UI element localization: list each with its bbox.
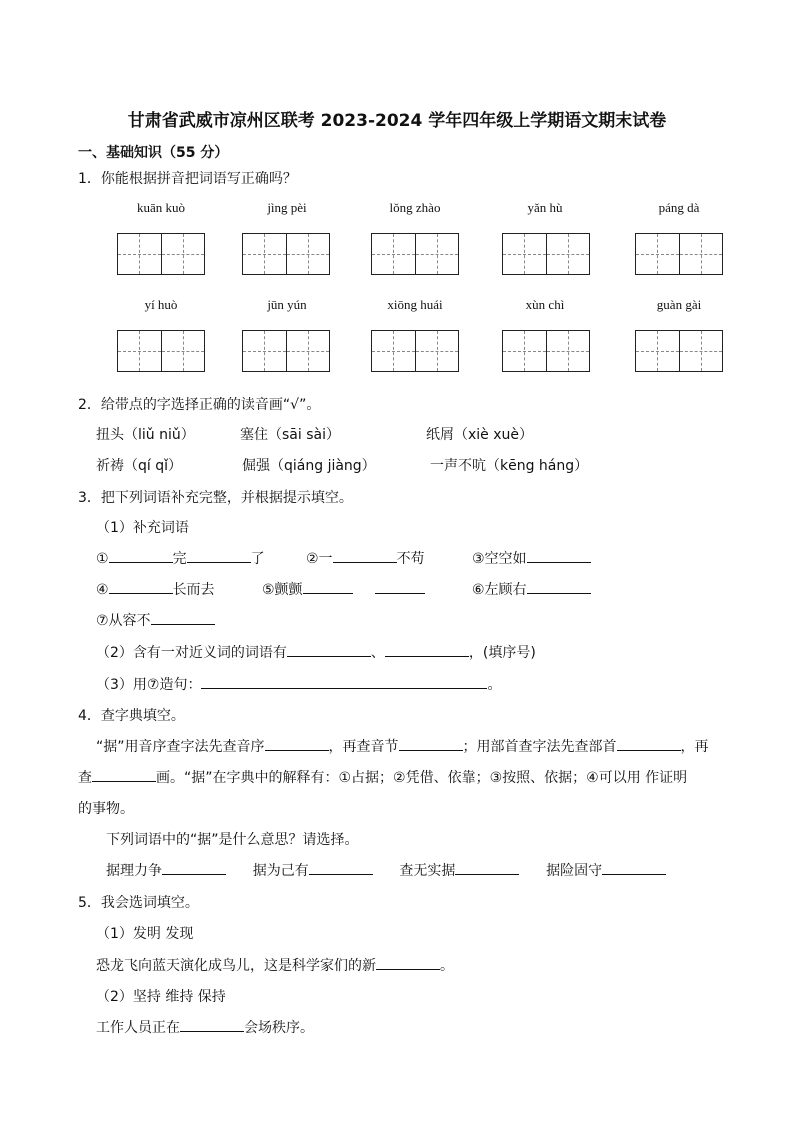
paragraph-line: [78, 767, 687, 787]
idiom-item-7: [96, 610, 215, 630]
idiom-text: ③空空如: [472, 551, 527, 567]
pinyin-label: guàn gài: [656, 297, 702, 312]
writing-grid[interactable]: [117, 330, 205, 372]
answer-blank[interactable]: [92, 767, 156, 782]
subquestion-3: [96, 674, 501, 694]
subquestion-text: 。: [487, 677, 502, 693]
section-heading: 一、基础知识（55 分）: [78, 145, 229, 161]
subquestion-text: （2）含有一对近义词的词语有: [96, 645, 287, 661]
pinyin-label: xùn chì: [525, 297, 565, 312]
pronunciation-choice[interactable]: 纸屑（xiè xuè）: [426, 427, 534, 443]
sentence-line: [96, 1017, 314, 1037]
question-5-stem: 5．我会选词填空。: [78, 895, 199, 911]
answer-blank[interactable]: [375, 579, 425, 594]
pinyin-label: kuān kuò: [136, 200, 186, 215]
answer-blank[interactable]: [376, 955, 440, 970]
writing-grid[interactable]: [635, 330, 723, 372]
idiom-item-5: [262, 579, 425, 599]
answer-blank[interactable]: [527, 548, 591, 563]
answer-blank[interactable]: [303, 579, 353, 594]
paragraph-text: ，再: [680, 739, 709, 755]
answer-blank[interactable]: [201, 674, 487, 689]
answer-blank[interactable]: [399, 736, 463, 751]
paragraph-text: 的事物。: [78, 801, 134, 817]
answer-blank[interactable]: [455, 860, 519, 875]
idiom-text: 长而去: [172, 582, 215, 598]
pinyin-label: jūn yún: [267, 297, 307, 312]
paragraph-text: “据”用音序查字法先查音序: [96, 739, 265, 755]
answer-blank[interactable]: [287, 642, 371, 657]
pinyin-label: páng dà: [658, 200, 700, 215]
pinyin-label: lǒng zhào: [389, 200, 441, 215]
subquestion-label: （2）坚持 维持 保持: [96, 989, 226, 1005]
idiom-item-6: [472, 579, 591, 599]
answer-blank[interactable]: [527, 579, 591, 594]
pronunciation-choice[interactable]: 塞住（sāi sài）: [240, 427, 340, 443]
answer-blank[interactable]: [109, 579, 173, 594]
idiom-text: ①: [96, 551, 109, 567]
answer-blank[interactable]: [109, 548, 173, 563]
pinyin-label: jìng pèi: [267, 200, 307, 215]
answer-blank[interactable]: [602, 860, 666, 875]
sentence-line: [96, 955, 454, 975]
answer-blank[interactable]: [309, 860, 373, 875]
paragraph-line: [96, 736, 709, 756]
word-choice-row: [106, 860, 666, 880]
writing-grid[interactable]: [502, 330, 590, 372]
pronunciation-choice[interactable]: 倔强（qiáng jiàng）: [242, 458, 376, 474]
pinyin-label: yǎn hù: [527, 200, 563, 215]
answer-blank[interactable]: [617, 736, 681, 751]
sentence-text: 。: [440, 958, 454, 974]
answer-blank[interactable]: [162, 860, 226, 875]
writing-grid[interactable]: [242, 233, 330, 275]
question-1-stem: 1．你能根据拼音把词语写正确吗？: [78, 171, 297, 187]
paragraph-text: 查: [78, 770, 92, 786]
idiom-item-4: [96, 579, 215, 599]
pinyin-label: xiōng huái: [387, 297, 443, 312]
answer-blank[interactable]: [187, 548, 251, 563]
subquestion-label: （1）发明 发现: [96, 926, 194, 942]
subquestion-text: 、: [370, 645, 385, 661]
idiom-text: 完: [172, 551, 187, 567]
idiom-text: 了: [250, 551, 265, 567]
answer-blank[interactable]: [151, 610, 215, 625]
pinyin-label: yí huò: [144, 297, 178, 312]
idiom-text: ⑤颤颤: [262, 582, 303, 598]
answer-blank[interactable]: [265, 736, 329, 751]
idiom-text: ④: [96, 582, 109, 598]
subquestion-text: ，(填序号): [468, 645, 536, 661]
answer-blank[interactable]: [333, 548, 397, 563]
writing-grid[interactable]: [635, 233, 723, 275]
question-4-stem: 4．查字典填空。: [78, 708, 185, 724]
word-text: 据为己有: [252, 863, 309, 879]
sentence-text: 恐龙飞向蓝天演化成鸟儿，这是科学家们的新: [96, 958, 376, 974]
subquestion-text: （3）用⑦造句：: [96, 677, 202, 693]
subquestion-label: （1）补充词语: [96, 520, 189, 536]
idiom-text: ②一: [306, 551, 333, 567]
idiom-item-3: [472, 548, 591, 568]
idiom-item-2: [306, 548, 425, 568]
word-text: 查无实据: [399, 863, 456, 879]
sentence-text: 工作人员正在: [96, 1020, 180, 1036]
word-text: 据险固守: [546, 863, 603, 879]
paragraph-text: 下列词语中的“据”是什么意思？请选择。: [106, 832, 359, 848]
question-2-stem: 2．给带点的字选择正确的读音画“√”。: [78, 397, 321, 413]
pronunciation-choice[interactable]: 扭头（liǔ niǔ）: [96, 427, 195, 443]
word-text: 据理力争: [106, 863, 162, 879]
writing-grid[interactable]: [502, 233, 590, 275]
paragraph-text: ；用部首查字法先查部首: [462, 739, 617, 755]
answer-blank[interactable]: [180, 1017, 244, 1032]
idiom-text: ⑦从容不: [96, 613, 151, 629]
idiom-item-1: [96, 548, 265, 568]
question-3-stem: 3．把下列词语补充完整，并根据提示填空。: [78, 490, 353, 506]
writing-grid[interactable]: [371, 233, 459, 275]
writing-grid[interactable]: [371, 330, 459, 372]
sentence-text: 会场秩序。: [244, 1020, 314, 1036]
page-title: 甘肃省武威市凉州区联考 2023-2024 学年四年级上学期语文期末试卷: [127, 111, 667, 131]
pronunciation-choice[interactable]: 一声不吭（kēng háng）: [430, 458, 589, 474]
answer-blank[interactable]: [385, 642, 469, 657]
pronunciation-choice[interactable]: 祈祷（qí qǐ）: [96, 458, 183, 474]
writing-grid[interactable]: [242, 330, 330, 372]
paragraph-text: 画。“据”在字典中的解释有：①占据；②凭借、依靠；③按照、依据；④可以用 作证明: [156, 770, 688, 786]
subquestion-2: [96, 642, 536, 662]
writing-grid[interactable]: [117, 233, 205, 275]
idiom-text: 不苟: [396, 551, 425, 567]
idiom-text: ⑥左顾右: [472, 582, 527, 598]
paragraph-text: ，再查音节: [328, 739, 399, 755]
